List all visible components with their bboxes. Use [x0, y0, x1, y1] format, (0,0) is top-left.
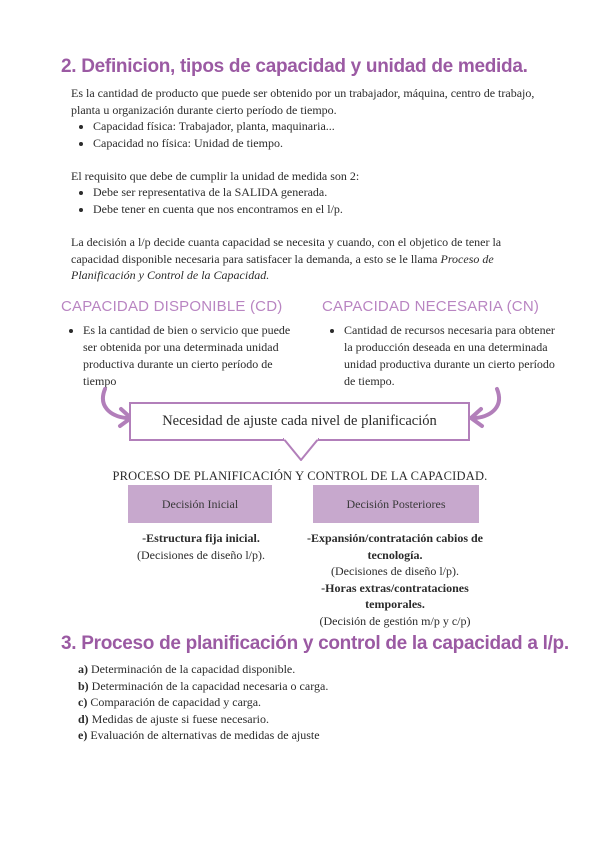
list-item: • Debe ser representativa de la SALIDA generada. — [93, 184, 563, 201]
capacity-types-list — [71, 118, 563, 152]
later-decision-content: -Expansión/contratación cabios de tecnología. (Decisiones de diseño l/p). -Horas extras/contrataciones temporales. (Decisión de gestión m/p y c/p) — [306, 531, 483, 628]
required-capacity-title: CAPACIDAD NECESARIA (CN) — [322, 298, 540, 315]
list-item: • Capacidad física: Trabajador, planta, maquinaria... — [93, 118, 563, 135]
process-title: PROCESO DE PLANIFICACIÓN Y CONTROL DE LA CAPACIDAD. — [112, 469, 488, 483]
list-item: • Cantidad de recursos necesaria para obtener la producción deseada en una determinada unidad productiva durante un cierto período de tiempo. — [344, 322, 564, 390]
required-capacity-list — [322, 322, 564, 390]
decision-paragraph: La decisión a l/p decide cuanta capacidad se necesita y cuando, con el objetico de tener la capacidad disponible necesaria para satisfacer la demanda, a esto se le llama Proceso de Planificación y Control de la Capacidad. — [71, 235, 502, 282]
list-item: • Es la cantidad de bien o servicio que puede ser obtenida por una determinada unidad productiva durante un cierto período de tiempo — [83, 322, 305, 390]
section-3-title: 3. Proceso de planificación y control de la capacidad a l/p. — [61, 633, 569, 654]
initial-decision-label: Decisión Inicial — [128, 485, 272, 523]
curved-arrow-right-icon — [466, 386, 506, 430]
available-capacity-list — [61, 322, 305, 390]
steps-list — [78, 661, 518, 744]
list-item: b) Determinación de la capacidad necesaria o carga. — [78, 678, 329, 693]
adjustment-box: Necesidad de ajuste cada nivel de planificación — [129, 402, 470, 441]
list-item: • Capacidad no física: Unidad de tiempo. — [93, 135, 563, 152]
requirements-list — [71, 184, 563, 218]
list-item: a) Determinación de la capacidad disponible. — [78, 662, 296, 676]
requirement-title: El requisito que debe de cumplir la unidad de medida son 2: — [71, 169, 360, 183]
list-item: c) Comparación de capacidad y carga. — [78, 695, 262, 709]
capacity-definition: Es la cantidad de producto que puede ser obtenido por un trabajador, máquina, centro de trabajo, planta u organización durante cierto período de tiempo. — [71, 86, 535, 117]
down-arrow-icon — [283, 438, 319, 462]
available-capacity-title: CAPACIDAD DISPONIBLE (CD) — [61, 298, 283, 315]
section-2-title: 2. Definicion, tipos de capacidad y unidad de medida. — [61, 56, 528, 77]
later-decision-label: Decisión Posteriores — [313, 485, 479, 523]
list-item: d) Medidas de ajuste si fuese necesario. — [78, 711, 269, 726]
list-item: • Debe tener en cuenta que nos encontramos en el l/p. — [93, 201, 563, 218]
list-item: e) Evaluación de alternativas de medidas de ajuste — [78, 728, 320, 742]
initial-decision-content: -Estructura fija inicial. (Decisiones de diseño l/p). — [137, 531, 265, 562]
